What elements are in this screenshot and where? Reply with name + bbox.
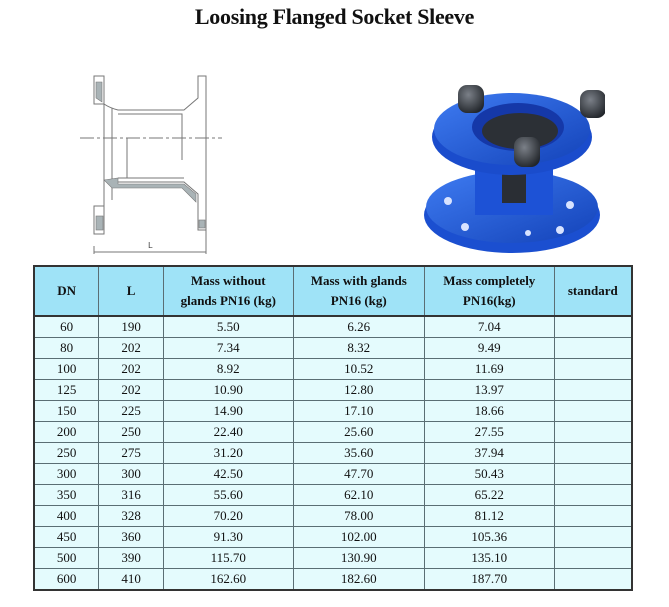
table-row [34, 485, 632, 506]
cell-mass-complete: 81.12 [424, 506, 554, 527]
cell-l: 225 [99, 401, 164, 422]
cell-mass-with: 78.00 [293, 506, 424, 527]
table-row [34, 401, 632, 422]
cell-dn: 250 [34, 443, 99, 464]
cell-dn: 200 [34, 422, 99, 443]
cell-l: 275 [99, 443, 164, 464]
cell-mass-without: 31.20 [164, 443, 294, 464]
page-title: Loosing Flanged Socket Sleeve [194, 4, 475, 29]
table-row [34, 316, 632, 338]
cell-mass-complete: 65.22 [424, 485, 554, 506]
header-standard: standard [554, 266, 632, 316]
cell-l: 202 [99, 338, 164, 359]
cell-l: 328 [99, 506, 164, 527]
cell-mass-complete: 37.94 [424, 443, 554, 464]
cell-mass-complete: 135.10 [424, 548, 554, 569]
cell-standard [554, 359, 632, 380]
cell-mass-complete: 50.43 [424, 464, 554, 485]
header-mass-completely: Mass completely PN16(kg) [424, 266, 554, 316]
cell-mass-with: 62.10 [293, 485, 424, 506]
cell-dn: 80 [34, 338, 99, 359]
cell-mass-without: 22.40 [164, 422, 294, 443]
cell-mass-without: 8.92 [164, 359, 294, 380]
specification-table [33, 265, 633, 591]
header-mass-with-glands: Mass with glands PN16 (kg) [293, 266, 424, 316]
cell-mass-with: 35.60 [293, 443, 424, 464]
cell-standard [554, 380, 632, 401]
cell-mass-without: 14.90 [164, 401, 294, 422]
cell-dn: 500 [34, 548, 99, 569]
cell-mass-without: 10.90 [164, 380, 294, 401]
cell-standard [554, 485, 632, 506]
cell-l: 360 [99, 527, 164, 548]
table-row [34, 464, 632, 485]
cell-mass-with: 102.00 [293, 527, 424, 548]
cell-mass-with: 12.80 [293, 380, 424, 401]
cell-standard [554, 569, 632, 591]
cell-l: 190 [99, 316, 164, 338]
cell-l: 250 [99, 422, 164, 443]
cell-l: 202 [99, 359, 164, 380]
cell-standard [554, 443, 632, 464]
header-mass-without-glands: Mass without glands PN16 (kg) [164, 266, 294, 316]
cell-standard [554, 548, 632, 569]
cell-mass-without: 5.50 [164, 316, 294, 338]
cell-mass-complete: 11.69 [424, 359, 554, 380]
cell-mass-with: 6.26 [293, 316, 424, 338]
cell-mass-without: 70.20 [164, 506, 294, 527]
cell-mass-without: 55.60 [164, 485, 294, 506]
cell-mass-complete: 18.66 [424, 401, 554, 422]
cell-mass-without: 162.60 [164, 569, 294, 591]
cell-standard [554, 422, 632, 443]
cell-standard [554, 338, 632, 359]
table-header-row [34, 266, 632, 316]
cell-mass-with: 17.10 [293, 401, 424, 422]
table-row [34, 443, 632, 464]
cross-section-drawing-icon [72, 68, 232, 260]
cell-mass-complete: 27.55 [424, 422, 554, 443]
table-row [34, 359, 632, 380]
cell-mass-with: 47.70 [293, 464, 424, 485]
header-dn: DN [34, 266, 99, 316]
cell-mass-without: 115.70 [164, 548, 294, 569]
table-row [34, 380, 632, 401]
cell-dn: 60 [34, 316, 99, 338]
cell-mass-complete: 9.49 [424, 338, 554, 359]
cell-mass-with: 130.90 [293, 548, 424, 569]
socket-sleeve-product-icon [420, 75, 605, 260]
cell-mass-with: 182.60 [293, 569, 424, 591]
cell-l: 316 [99, 485, 164, 506]
cell-dn: 100 [34, 359, 99, 380]
cell-dn: 400 [34, 506, 99, 527]
cell-l: 390 [99, 548, 164, 569]
cell-dn: 125 [34, 380, 99, 401]
table-row [34, 506, 632, 527]
cell-mass-complete: 187.70 [424, 569, 554, 591]
cell-dn: 150 [34, 401, 99, 422]
cell-mass-with: 8.32 [293, 338, 424, 359]
cell-mass-with: 25.60 [293, 422, 424, 443]
cell-mass-without: 91.30 [164, 527, 294, 548]
table-row [34, 338, 632, 359]
cell-standard [554, 401, 632, 422]
cell-l: 202 [99, 380, 164, 401]
cell-mass-without: 7.34 [164, 338, 294, 359]
cell-dn: 350 [34, 485, 99, 506]
svg-text:L: L [148, 241, 153, 250]
cell-dn: 450 [34, 527, 99, 548]
cell-mass-with: 10.52 [293, 359, 424, 380]
table-row [34, 422, 632, 443]
cell-mass-complete: 7.04 [424, 316, 554, 338]
cell-mass-complete: 13.97 [424, 380, 554, 401]
cell-standard [554, 506, 632, 527]
table-row [34, 569, 632, 591]
cell-l: 410 [99, 569, 164, 591]
cell-standard [554, 527, 632, 548]
table-row [34, 548, 632, 569]
cell-mass-without: 42.50 [164, 464, 294, 485]
cell-mass-complete: 105.36 [424, 527, 554, 548]
cell-standard [554, 464, 632, 485]
cell-l: 300 [99, 464, 164, 485]
table-row [34, 527, 632, 548]
header-l: L [99, 266, 164, 316]
cell-standard [554, 316, 632, 338]
cell-dn: 300 [34, 464, 99, 485]
cell-dn: 600 [34, 569, 99, 591]
